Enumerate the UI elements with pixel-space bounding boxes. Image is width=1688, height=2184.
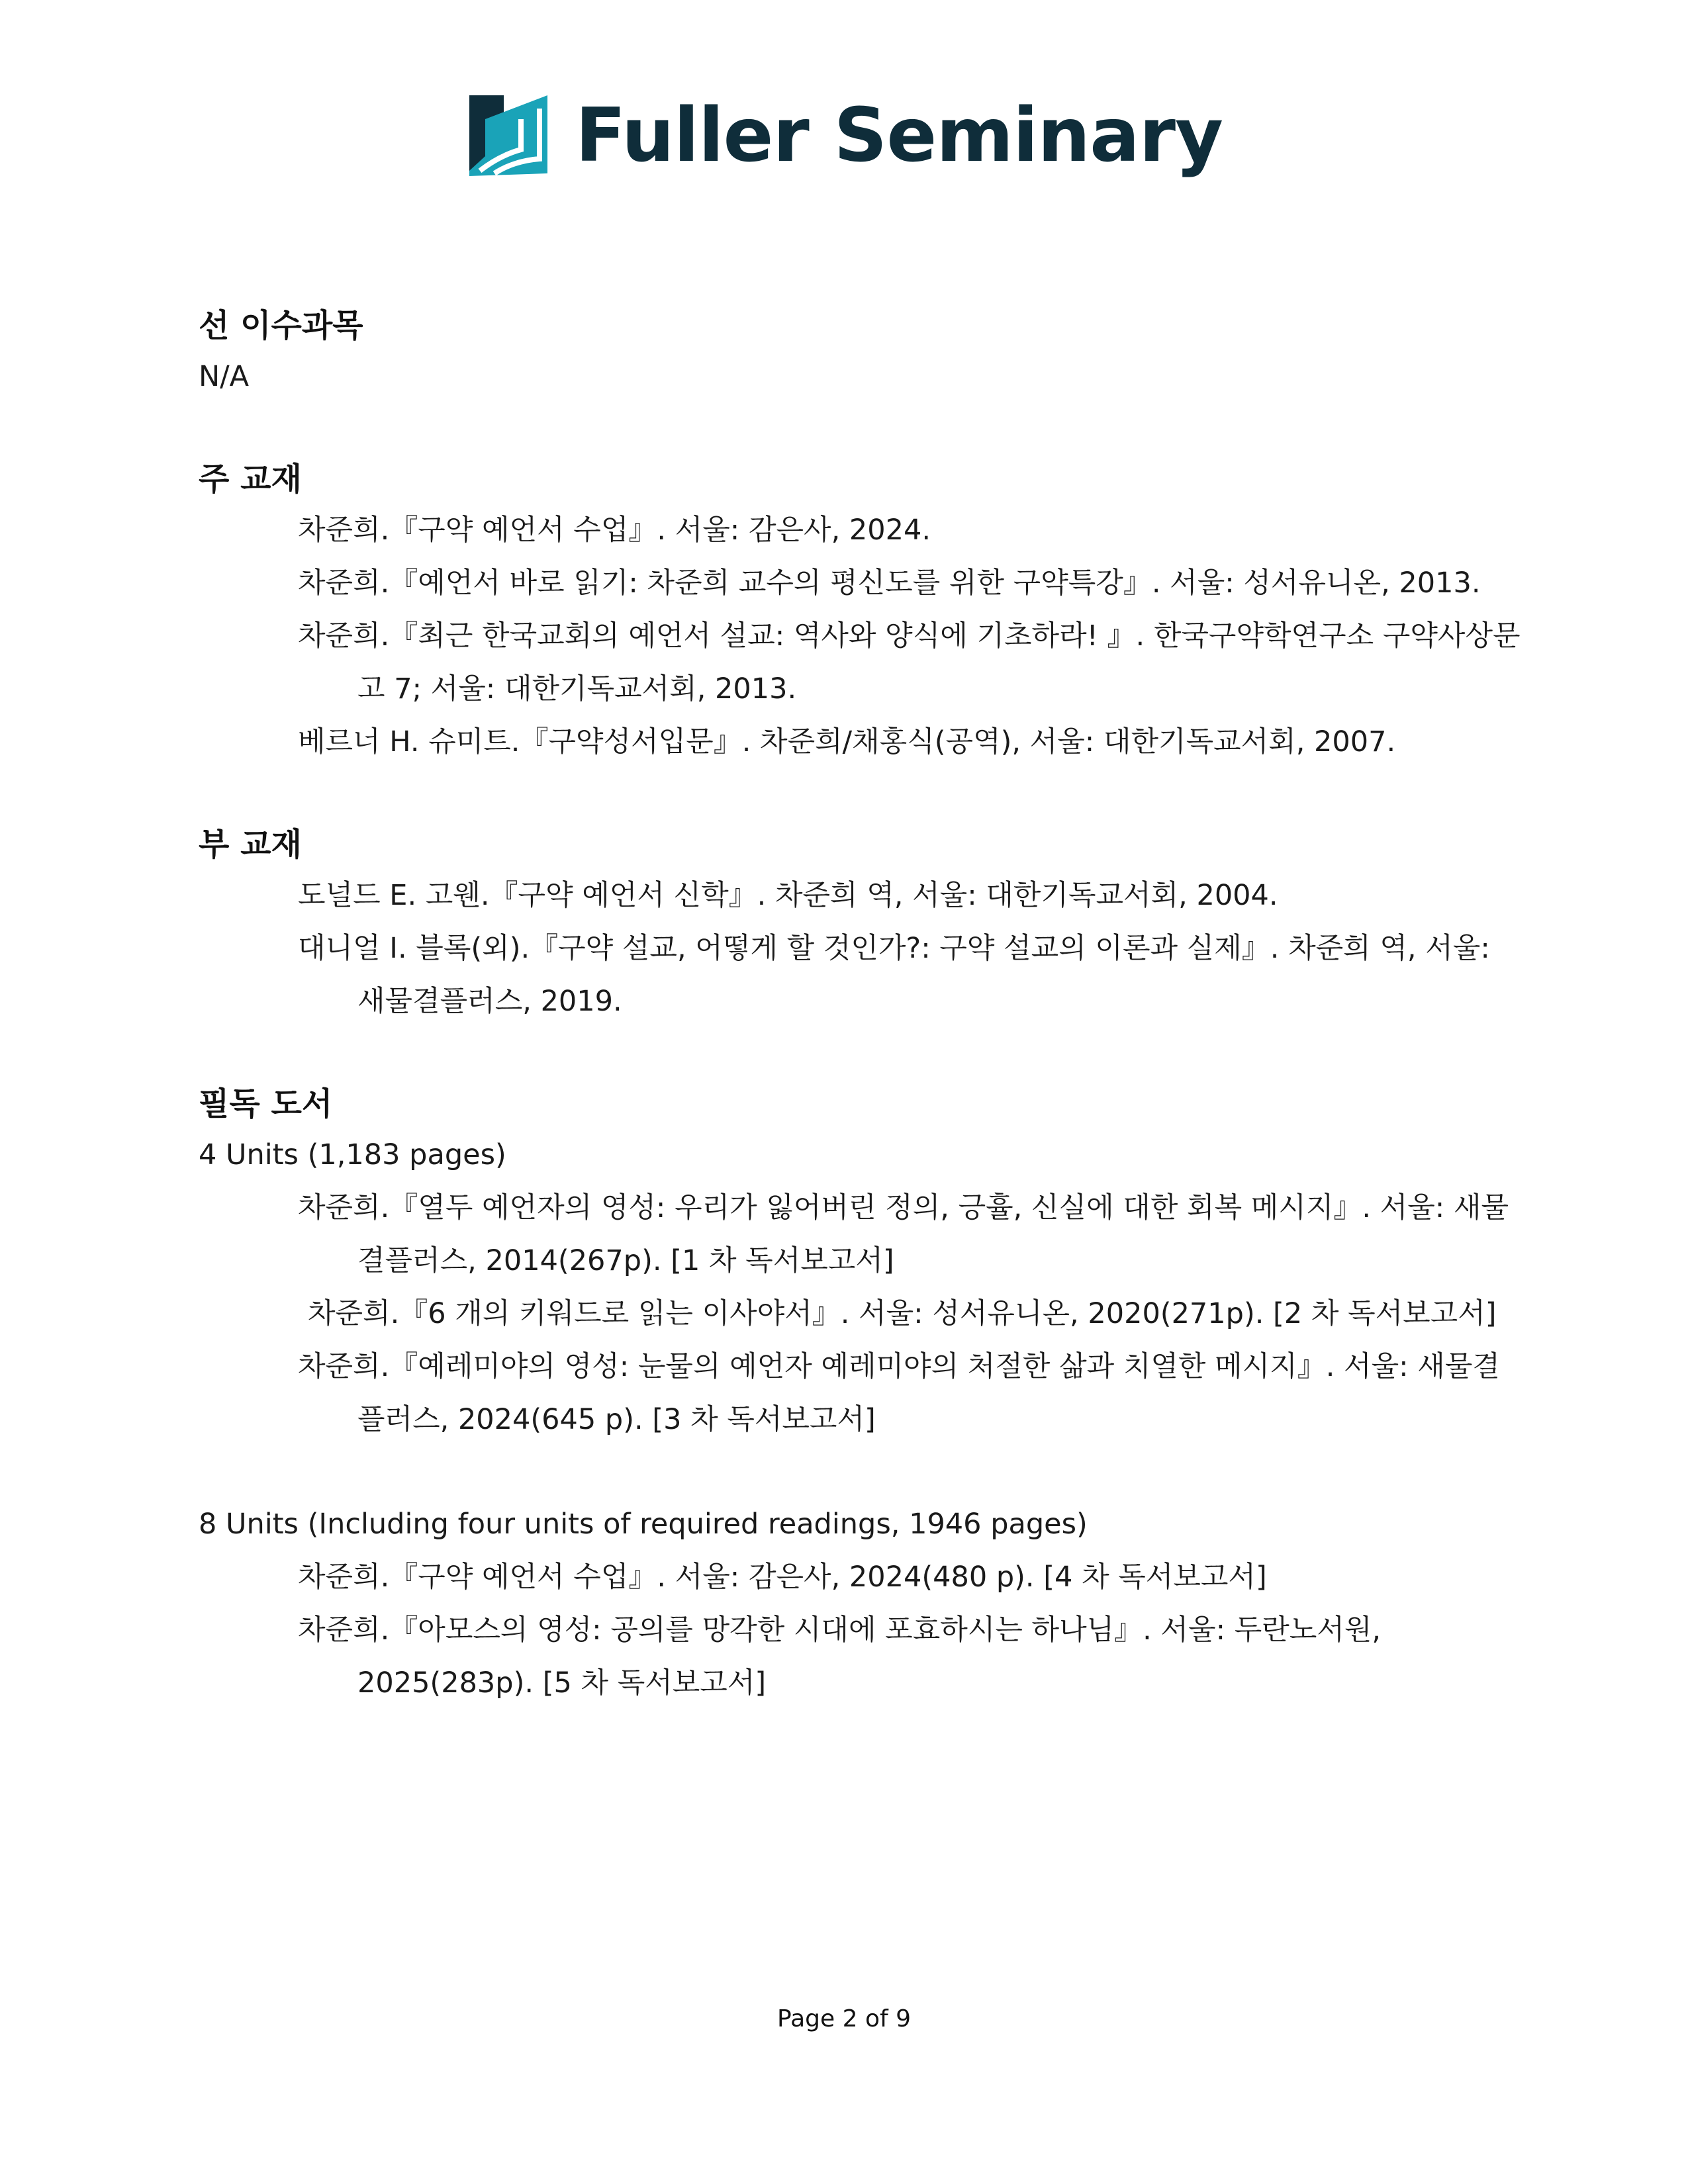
required-reading-heading: 필독 도서 bbox=[199, 1085, 333, 1122]
syllabus-content bbox=[199, 301, 1523, 1761]
four-units-label: 4 Units (1,183 pages) bbox=[199, 1138, 506, 1171]
prerequisites-section bbox=[199, 301, 1523, 403]
supplementary-textbooks-heading: 부 교재 bbox=[199, 826, 302, 863]
bibliography-entry: 차준희.『구약 예언서 수업』. 서울: 감은사, 2024(480 p). [4 차 독서보고서] bbox=[298, 1561, 1267, 1594]
page-header bbox=[0, 93, 1688, 179]
fuller-book-logo-icon bbox=[465, 93, 551, 179]
main-textbooks-heading: 주 교재 bbox=[199, 461, 302, 498]
eight-units-label: 8 Units (Including four units of required readings, 1946 pages) bbox=[199, 1508, 1088, 1541]
bibliography-entry: 차준희.『예언서 바로 읽기: 차준희 교수의 평신도를 위한 구약특강』. 서울: 성서유니온, 2013. bbox=[298, 567, 1481, 600]
logo-text: Fuller Seminary bbox=[575, 93, 1223, 179]
supplementary-textbooks-section bbox=[199, 820, 1523, 1028]
prerequisites-text: N/A bbox=[199, 360, 250, 393]
page-number: Page 2 of 9 bbox=[777, 2005, 911, 2032]
bibliography-entry: 도널드 E. 고웬.『구약 예언서 신학』. 차준희 역, 서울: 대한기독교서회, 2004. bbox=[298, 879, 1278, 912]
bibliography-entry: 차준희.『예레미야의 영성: 눈물의 예언자 예레미야의 처절한 삶과 치열한 메시지』. 서울: 새물결플러스, 2024(645 p). [3 차 독서보고서] bbox=[298, 1350, 1500, 1436]
bibliography-entry: 차준희.『아모스의 영성: 공의를 망각한 시대에 포효하시는 하나님』. 서울: 두란노서원, 2025(283p). [5 차 독서보고서] bbox=[298, 1614, 1382, 1700]
required-reading-section bbox=[199, 1079, 1523, 1709]
section-spacer bbox=[199, 1446, 1523, 1498]
bibliography-entry: 차준희.『구약 예언서 수업』. 서울: 감은사, 2024. bbox=[298, 514, 931, 547]
bibliography-entry: 차준희.『6 개의 키워드로 읽는 이사야서』. 서울: 성서유니온, 2020(271p). [2 차 독서보고서] bbox=[308, 1297, 1497, 1330]
bibliography-entry: 차준희.『열두 예언자의 영성: 우리가 잃어버린 정의, 긍휼, 신실에 대한 회복 메시지』. 서울: 새물결플러스, 2014(267p). [1 차 독서보고서] bbox=[298, 1191, 1509, 1277]
bibliography-entry: 차준희.『최근 한국교회의 예언서 설교: 역사와 양식에 기초하라! 』. 한국구약학연구소 구약사상문고 7; 서울: 대한기독교서회, 2013. bbox=[298, 619, 1521, 705]
main-textbooks-section bbox=[199, 455, 1523, 768]
bibliography-entry: 대니얼 I. 블록(외).『구약 설교, 어떻게 할 것인가?: 구약 설교의 이론과 실제』. 차준희 역, 서울: 새물결플러스, 2019. bbox=[298, 932, 1490, 1018]
prerequisites-heading: 선 이수과목 bbox=[199, 307, 363, 344]
bibliography-entry: 베르너 H. 슈미트.『구약성서입문』. 차준희/채홍식(공역), 서울: 대한기독교서회, 2007. bbox=[298, 725, 1396, 758]
